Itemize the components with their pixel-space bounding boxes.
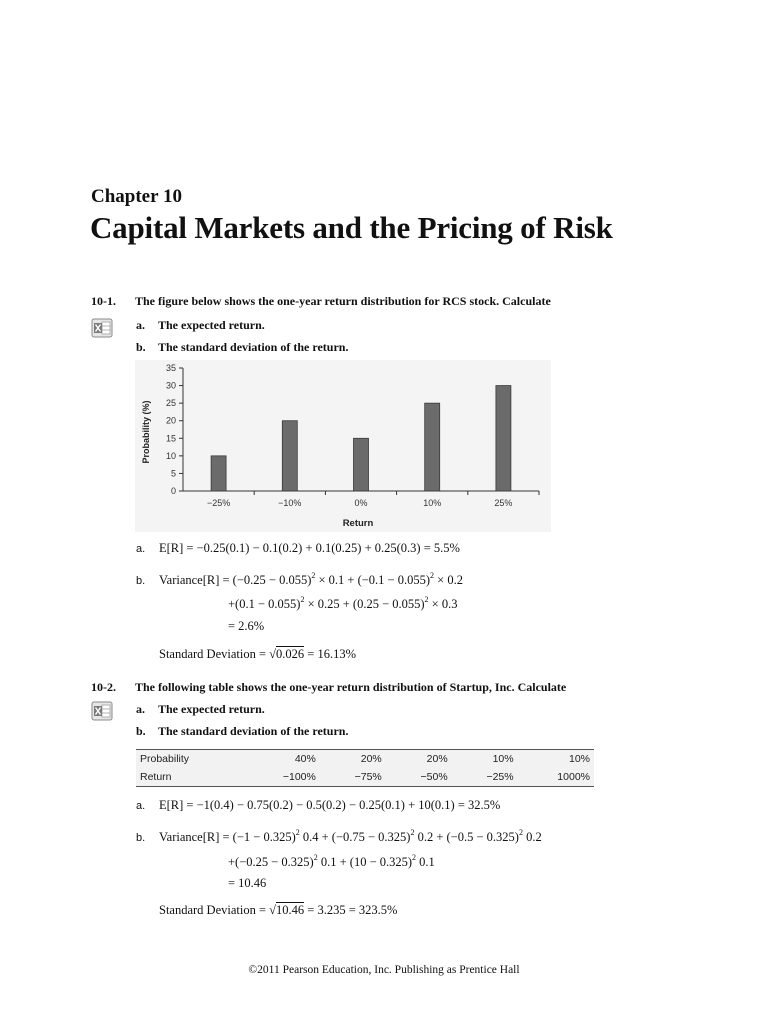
bar — [425, 403, 440, 491]
y-tick-label: 5 — [170, 468, 176, 479]
part-letter: b. — [136, 340, 146, 354]
solution-letter: b. — [136, 575, 146, 587]
return-distribution-table — [136, 749, 594, 787]
bar — [354, 438, 369, 491]
variance-formula-line-1: Variance[R] = $(-0.25 - 0.055)^2 \times 0.1 + (-0.1 - 0.055)^2 \times 0.2$ — [159, 571, 463, 587]
standard-deviation-formula: Standard Deviation = √0.026 = 16.13% — [159, 647, 356, 661]
excel-icon — [91, 318, 113, 338]
y-tick-label: 20 — [165, 415, 176, 426]
part-text: The standard deviation of the return. — [158, 724, 349, 738]
x-tick-label: 10% — [423, 498, 442, 508]
variance-formula-line-2: $+(-0.25 - 0.325)^2$ $0.1 + (10 - 0.325)^2$ 0.1 — [228, 853, 435, 869]
y-tick-label: 35 — [165, 363, 176, 373]
y-tick-label: 10 — [165, 450, 176, 461]
solution-letter: a. — [136, 800, 146, 812]
problem-question: The figure below shows the one-year return distribution for RCS stock. Calculate — [135, 294, 551, 308]
x-tick-label: 25% — [494, 498, 513, 508]
y-axis-label: Probability (%) — [141, 400, 151, 464]
table-cell: −50% — [386, 768, 452, 787]
table-cell: −25% — [452, 768, 518, 787]
part-text: The standard deviation of the return. — [158, 340, 349, 354]
variance-result: = 10.46 — [228, 876, 267, 890]
bar-chart-svg — [135, 360, 551, 532]
part-letter: b. — [136, 724, 146, 738]
problem-number: 10-1. — [91, 294, 116, 308]
problem-question: The following table shows the one-year return distribution of Startup, Inc. Calculate — [135, 680, 567, 694]
expected-return-formula: E[R] = −0.25(0.1) − 0.1(0.2) + 0.1(0.25) + 0.25(0.3) = 5.5% — [159, 541, 460, 555]
table-cell: −100% — [243, 768, 320, 787]
page-title: Capital Markets and the Pricing of Risk — [90, 210, 613, 245]
expected-return-formula: E[R] = −1(0.4) − 0.75(0.2) − 0.5(0.2) − 0.25(0.1) + 10(0.1) = 32.5% — [159, 798, 501, 812]
solution-letter: a. — [136, 543, 146, 555]
row-header: Return — [136, 768, 243, 787]
x-tick-label: −10% — [278, 498, 302, 508]
solution-letter: b. — [136, 832, 146, 844]
bar — [496, 386, 511, 491]
variance-formula-line-2: $+(0.1 - 0.055)^2 \times 0.25 + (0.25 - 0.055)^2 \times 0.3$ — [228, 595, 458, 611]
x-axis-label: Return — [342, 518, 374, 529]
part-letter: a. — [136, 702, 145, 716]
table-cell: 20% — [320, 750, 386, 769]
table-cell: 10% — [452, 750, 518, 769]
table-row — [136, 750, 594, 769]
y-tick-label: 25 — [165, 398, 176, 409]
table-cell: 40% — [243, 750, 320, 769]
table-cell: 10% — [518, 750, 594, 769]
y-tick-label: 30 — [165, 380, 176, 391]
copyright-footer: ©2011 Pearson Education, Inc. Publishing as Prentice Hall — [248, 964, 520, 976]
excel-icon — [91, 701, 113, 721]
problem-number: 10-2. — [91, 680, 116, 694]
x-tick-label: 0% — [354, 498, 368, 508]
variance-result: = 2.6% — [228, 619, 265, 633]
y-tick-label: 0 — [170, 486, 176, 496]
variance-formula-line-1: Variance[R] = $(-1 - 0.325)^2$ $0.4 + (-0.75 - 0.325)^2$ $0.2 + (-0.5 - 0.325)^2$ 0.2 — [159, 828, 542, 844]
standard-deviation-formula: Standard Deviation = √10.46 = 3.235 = 323.5% — [159, 903, 398, 917]
chapter-label: Chapter 10 — [91, 186, 182, 207]
bar — [211, 456, 226, 491]
part-text: The expected return. — [158, 702, 265, 716]
part-letter: a. — [136, 318, 145, 332]
row-header: Probability — [136, 750, 243, 769]
table-cell: −75% — [320, 768, 386, 787]
table-cell: 20% — [386, 750, 452, 769]
y-tick-label: 15 — [165, 433, 176, 444]
table-cell: 1000% — [518, 768, 594, 787]
table-row — [136, 768, 594, 787]
return-distribution-chart — [135, 360, 551, 532]
part-text: The expected return. — [158, 318, 265, 332]
x-tick-label: −25% — [206, 498, 231, 508]
bar — [282, 421, 297, 491]
